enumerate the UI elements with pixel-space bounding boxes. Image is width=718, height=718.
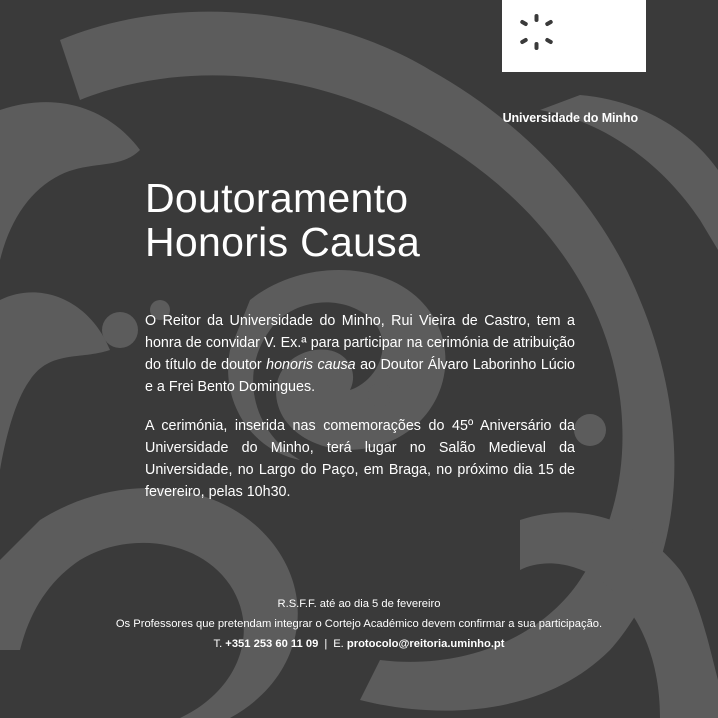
- title-line-2: Honoris Causa: [145, 219, 421, 265]
- page-title: [145, 176, 605, 264]
- invitation-paragraph: [145, 310, 575, 398]
- contact-separator: |: [324, 638, 328, 650]
- university-name: Universidade do Minho: [502, 111, 638, 125]
- phone-label: T.: [213, 638, 223, 650]
- honoris-causa-italic: honoris causa: [266, 357, 356, 373]
- email-link[interactable]: protocolo@reitoria.uminho.pt: [346, 638, 505, 650]
- rsvp-note: R.S.F.F. até ao dia 5 de fevereiro: [277, 598, 441, 610]
- university-logo-box: [502, 0, 646, 72]
- paragraph1-text: O Reitor da Universidade do Minho, Rui Vieira de Castro, tem a honra de convidar V. Ex.ª para participar na cerimónia de atribuição do título de doutor: [145, 313, 575, 373]
- cortejo-note: Os Professores que pretendam integrar o Cortejo Académico devem confirmar a sua participação.: [115, 618, 603, 630]
- uminho-asterisk-logo-icon: [516, 12, 560, 56]
- phone-number[interactable]: +351 253 60 11 09: [225, 638, 319, 650]
- ceremony-details-paragraph: A cerimónia, inserida nas comemorações do 45º Aniversário da Universidade do Minho, terá lugar no Salão Medieval da Universidade, no Largo do Paço, em Braga, no próximo dia 15 de fevereiro, pelas 10h30.: [145, 418, 575, 500]
- title-line-1: Doutoramento: [145, 175, 409, 221]
- email-label: E.: [333, 638, 344, 650]
- paragraph1-text-end: ao Doutor Álvaro Laborinho Lúcio e a Frei Bento Domingues.: [145, 357, 575, 395]
- contact-line: [0, 634, 718, 654]
